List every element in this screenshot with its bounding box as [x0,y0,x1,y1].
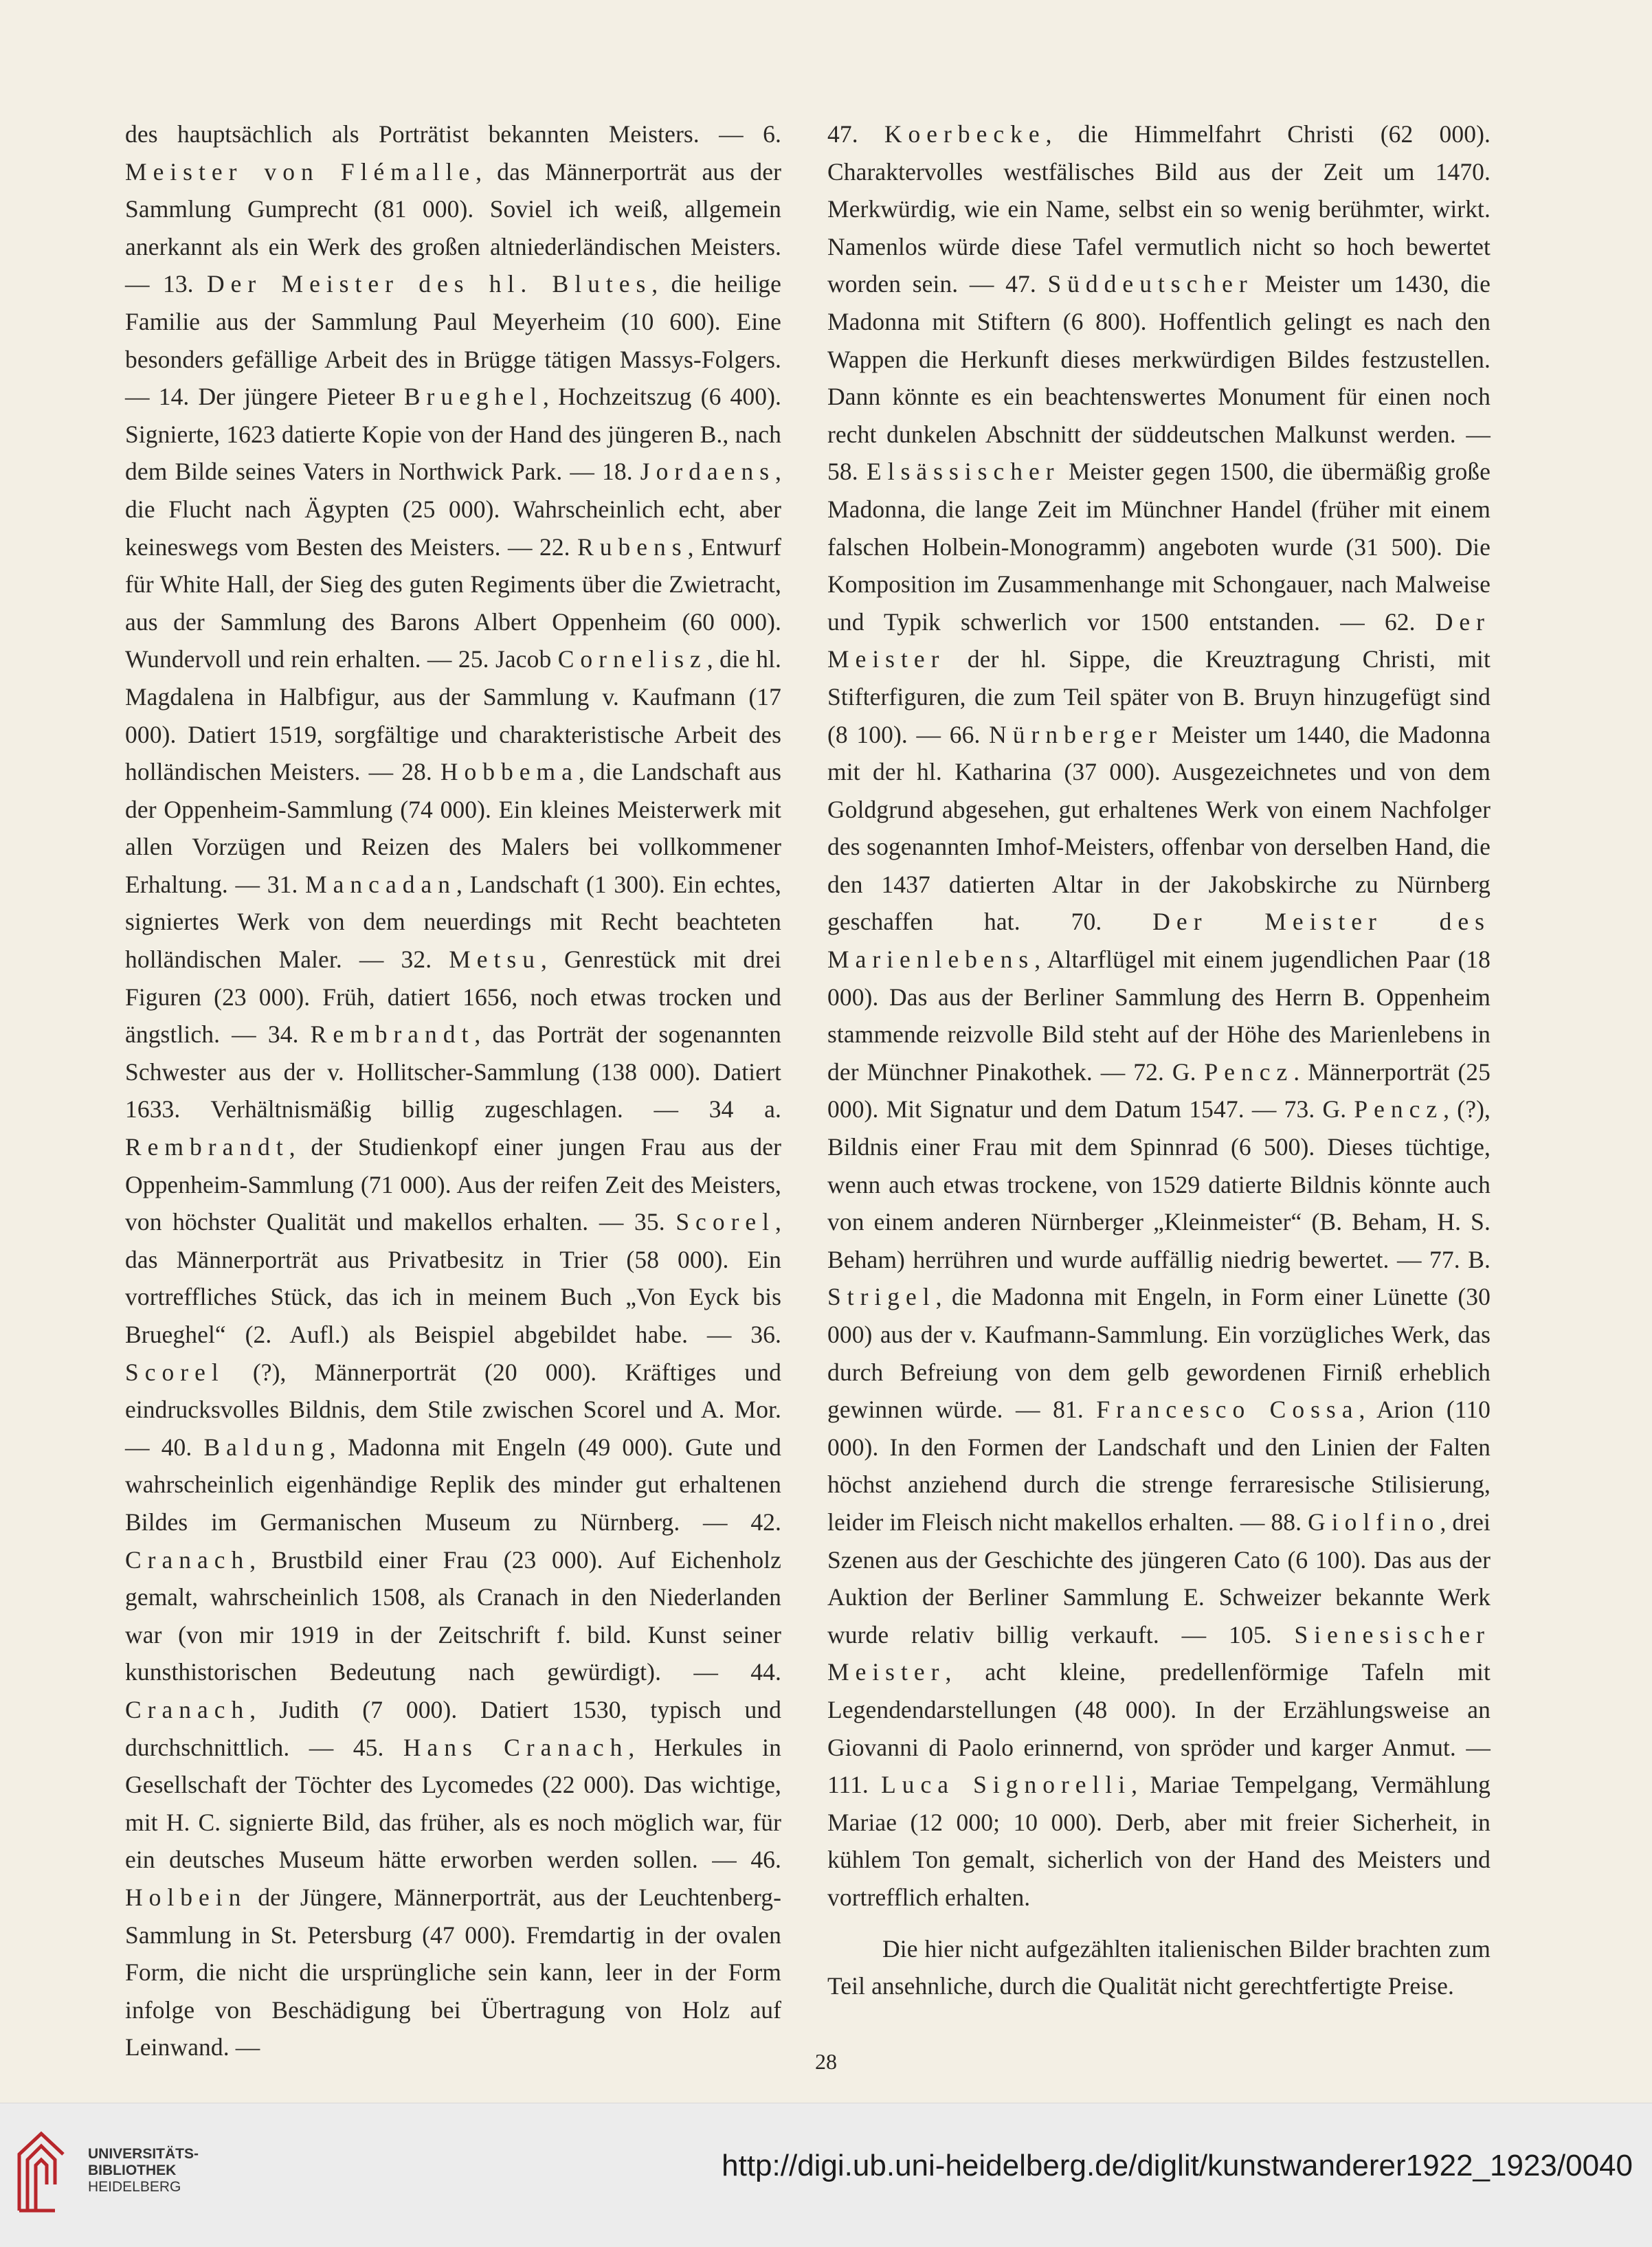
spaced-artist-name: Pencz [1204,1058,1294,1086]
digitization-footer [0,2103,1652,2247]
text-run: , Mariae Tempelgang, Vermählung Mariae (12 000; 10 000). Derb, aber mit freier Sicherheit, in kühlem Ton gemalt, sicherlich von der Hand des Meisters und vortrefflich erhalten. [827,1771,1491,1911]
text-run: , drei Szenen aus der Geschichte des jüngeren Cato (6 100). Das aus der Auktion der Berliner Sammlung E. Schweizer bekannte Werk wurde relativ billig verkauft. — 105. [827,1508,1491,1648]
text-run: 47. [827,120,884,148]
text-run: , die heilige Familie aus der Sammlung Paul Meyerheim (10 600). Eine besonders gefällige Arbeit des in Brügge tätigen Massys-Folgers. — 14. Der jüngere Pieteer [125,270,781,411]
text-run: des hauptsächlich als Porträtist bekannten Meisters. — 6. [125,120,781,148]
source-url-link[interactable]: http://digi.ub.uni-heidelberg.de/diglit/kunstwanderer1922_1923/0040 [722,2149,1633,2182]
text-run: , die Madonna mit Engeln, in Form einer Lünette (30 000) aus der v. Kaufmann-Sammlung. Ein vorzügliches Werk, das durch Befreiung von dem gelb gewordenen Firniß erheblich gewinnen würde. — 81. [827,1283,1491,1424]
spaced-artist-name: Giolfino [1308,1508,1440,1536]
text-run: der Jüngere, Männerporträt, aus der Leuchtenberg-Sammlung in St. Petersburg (47 000). Fremdartig in der ovalen Form, die nicht die ursprüngliche sein kann, leer in der Form infolge von Beschädigung bei Übertragung von Holz auf Leinwand. — [125,1883,781,2061]
spaced-artist-name: Süddeutscher [1047,270,1253,298]
spaced-artist-name: Rembrandt [125,1133,289,1161]
left-column-paragraph [125,115,781,2066]
spaced-artist-name: Scorel [676,1208,776,1236]
text-run: , Judith (7 000). Datiert 1530, typisch und durchschnittlich. — 45. [125,1695,781,1761]
text-run: , die Flucht nach Ägypten (25 000). Wahrscheinlich echt, aber keineswegs vom Besten des Meisters. — 22. [125,458,781,561]
text-run: Meister um 1440, die Madonna mit der hl. Katharina (37 000). Ausgezeichnetes und von dem Goldgrund abgesehen, gut erhaltenes Werk von einem Nachfolger des sogenannten Imhof-Meisters, offenbar von derselben Hand, die den 1437 datierten Altar in der Jakobskirche zu Nürnberg geschaffen hat. 70. [827,720,1491,936]
text-run: , Brustbild einer Frau (23 000). Auf Eichenholz gemalt, wahrscheinlich 1508, als Cranach in den Niederlanden war (von mir 1919 in der Zeitschrift f. bild. Kunst seiner kunsthistorischen Bedeutung nach gewürdigt). — 44. [125,1545,781,1686]
spaced-artist-name: Cranach [125,1545,250,1574]
spaced-artist-name: Elsässischer [867,458,1060,486]
closing-paragraph: Die hier nicht aufgezählten italienischen Bilder brachten zum Teil ansehnliche, durch die Qualität nicht gerechtfertigte Preise. [827,1934,1491,2000]
text-run: , das Männerporträt aus der Sammlung Gumprecht (81 000). Soviel ich weiß, allgemein anerkannt als ein Werk des großen altniederländischen Meisters. — 13. [125,157,781,298]
left-text-column [125,115,781,2066]
text-run: , die Himmelfahrt Christi (62 000). Charaktervolles westfälisches Bild aus der Zeit um 1470. Merkwürdig, wie ein Name, selbst ein so wenig berühmter, wirkt. Namenlos würde diese Tafel vermutlich nicht so hoch bewertet worden sein. — 47. [827,120,1491,298]
text-run: , Entwurf für White Hall, der Sieg des guten Regiments über die Zwietracht, aus der Sammlung des Barons Albert Oppenheim (60 000). Wundervoll und rein erhalten. — 25. Jacob [125,533,781,673]
spaced-artist-name: Brueghel [403,383,543,411]
right-text-column [827,115,1491,2005]
text-run: , Arion (110 000). In den Formen der Landschaft und den Linien der Falten höchst anziehend durch die strenge ferraresische Stilisierung, leider im Fleisch nicht makellos erhalten. — 88. [827,1396,1491,1536]
text-run: , (?), Bildnis einer Frau mit dem Spinnrad (6 500). Dieses tüchtige, wenn auch etwas trockene, von 1529 datierte Bildnis könnte auch von einem anderen Nürnberger „Kleinmeister“ (B. Beham, H. S. Beham) herrühren und wurde auffällig niedrig bewertet. — 77. B. [827,1095,1491,1273]
spaced-artist-name: Francesco Cossa [1096,1396,1359,1424]
library-name-line-3: HEIDELBERG [88,2179,181,2195]
text-run: , acht kleine, predellenförmige Tafeln mit Legendendarstellungen (48 000). In der Erzählungsweise an Giovanni di Paolo erinnernd, von spröder und karger Anmut. — 111. [827,1658,1491,1799]
library-name-line-2: BIBLIOTHEK [88,2162,177,2178]
text-run: , Genrestück mit drei Figuren (23 000). Früh, datiert 1656, noch etwas trocken und ängstlich. — 34. [125,946,781,1049]
spaced-artist-name: Hobbema [440,758,579,786]
page-number: 28 [815,2049,837,2074]
spaced-artist-name: Hans Cranach [403,1733,629,1761]
spaced-artist-name: Cornelisz [557,645,707,673]
text-run: (?), Männerporträt (20 000). Kräftiges und eindrucksvolles Bildnis, dem Stile zwischen Scorel und A. Mor. — 40. [125,1358,781,1461]
text-run: Meister gegen 1500, die übermäßig große Madonna, die lange Zeit im Münchner Handel (früher mit einem falschen Holbein-Monogramm) angeboten wurde (31 500). Die Komposition im Zusammenhange mit Schongauer, nach Malweise und Typik schwerlich vor 1500 entstanden. — 62. [827,458,1491,636]
spaced-artist-name: Baldung [203,1433,330,1461]
spaced-artist-name: Koerbecke [884,120,1046,148]
spaced-artist-name: Der Meister des hl. Blutes [207,270,652,298]
spaced-artist-name: Jordaens [640,458,776,486]
spaced-artist-name: Nürnberger [989,720,1163,748]
library-name [88,2146,199,2195]
spaced-artist-name: Holbein [125,1883,247,1911]
spaced-artist-name: Der Meister [827,607,1491,673]
spaced-artist-name: Meister von Flémalle [125,157,476,186]
text-run: Meister um 1430, die Madonna mit Stiftern (6 800). Hoffentlich gelingt es nach den Wappen die Herkunft dieses merkwürdigen Bildes festzustellen. Dann könnte es ein beachtenswertes Monument für einen noch recht dunkelen Abschnitt der süddeutschen Malkunst werden. — 58. [827,270,1491,486]
spaced-artist-name: Mancadan [305,870,456,898]
spaced-artist-name: Rubens [577,533,688,561]
spaced-artist-name: Der Meister des Marienlebens [827,908,1491,974]
ub-heidelberg-logo-icon [15,2129,67,2215]
text-run: , der Studienkopf einer jungen Frau aus der Oppenheim-Sammlung (71 000). Aus der reifen Zeit des Meisters, von höchster Qualität und makellos erhalten. — 35. [125,1133,781,1236]
spaced-artist-name: Pencz [1354,1095,1444,1124]
text-run: der hl. Sippe, die Kreuztragung Christi, mit Stifterfiguren, die zum Teil später von B. Bruyn hinzugefügt sind (8 100). — 66. [827,645,1491,748]
text-run: . Männerporträt (25 000). Mit Signatur und dem Datum 1547. — 73. G. [827,1058,1491,1124]
spaced-artist-name: Sienesischer Meister [827,1620,1491,1686]
text-run: , die hl. Magdalena in Halbfigur, aus der Sammlung v. Kaufmann (17 000). Datiert 1519, sorgfältige und charakteristische Arbeit des holländischen Meisters. — 28. [125,645,781,786]
spaced-artist-name: Strigel [827,1283,936,1311]
text-run: , das Porträt der sogenannten Schwester aus der v. Hollitscher-Sammlung (138 000). Datiert 1633. Verhältnismäßig billig zugeschlagen. — 34 a. [125,1020,781,1124]
spaced-artist-name: Scorel [125,1358,225,1386]
text-run: , Altarflügel mit einem jugendlichen Paar (18 000). Das aus der Berliner Sammlung des Herrn B. Oppenheim stammende reizvolle Bild steht auf der Höhe des Marienlebens in der Münchner Pinakothek. — 72. G. [827,946,1491,1086]
spaced-artist-name: Rembrandt [310,1020,475,1049]
spaced-artist-name: Luca Signorelli [881,1771,1132,1799]
spaced-artist-name: Metsu [449,946,541,974]
library-name-line-1: UNIVERSITÄTS- [88,2146,199,2162]
text-run: , Hochzeitszug (6 400). Signierte, 1623 datierte Kopie von der Hand des jüngeren B., nach dem Bilde seines Vaters in Northwick Park. — 18. [125,383,781,486]
text-run: , Landschaft (1 300). Ein echtes, signiertes Werk von dem neuerdings mit Recht beachteten holländischen Maler. — 32. [125,870,781,974]
spaced-artist-name: Cranach [125,1695,250,1723]
text-run: , Madonna mit Engeln (49 000). Gute und wahrscheinlich eigenhändige Replik des minder gut erhaltenen Bildes im Germanischen Museum zu Nürnberg. — 42. [125,1433,781,1536]
text-run: , das Männerporträt aus Privatbesitz in Trier (58 000). Ein vortreffliches Stück, das ich in meinem Buch „Von Eyck bis Brueghel“ (2. Aufl.) als Beispiel abgebildet habe. — 36. [125,1208,781,1348]
text-run: , Herkules in Gesellschaft der Töchter des Lycomedes (22 000). Das wichtige, mit H. C. signierte Bild, das früher, als es noch möglich war, für ein deutsches Museum hätte erworben werden sollen. — 46. [125,1733,781,1874]
right-column-paragraph [827,115,1491,1916]
text-run: , die Landschaft aus der Oppenheim-Sammlung (74 000). Ein kleines Meisterwerk mit allen Vorzügen und Reizen des Malers bei vollkommener Erhaltung. — 31. [125,758,781,898]
